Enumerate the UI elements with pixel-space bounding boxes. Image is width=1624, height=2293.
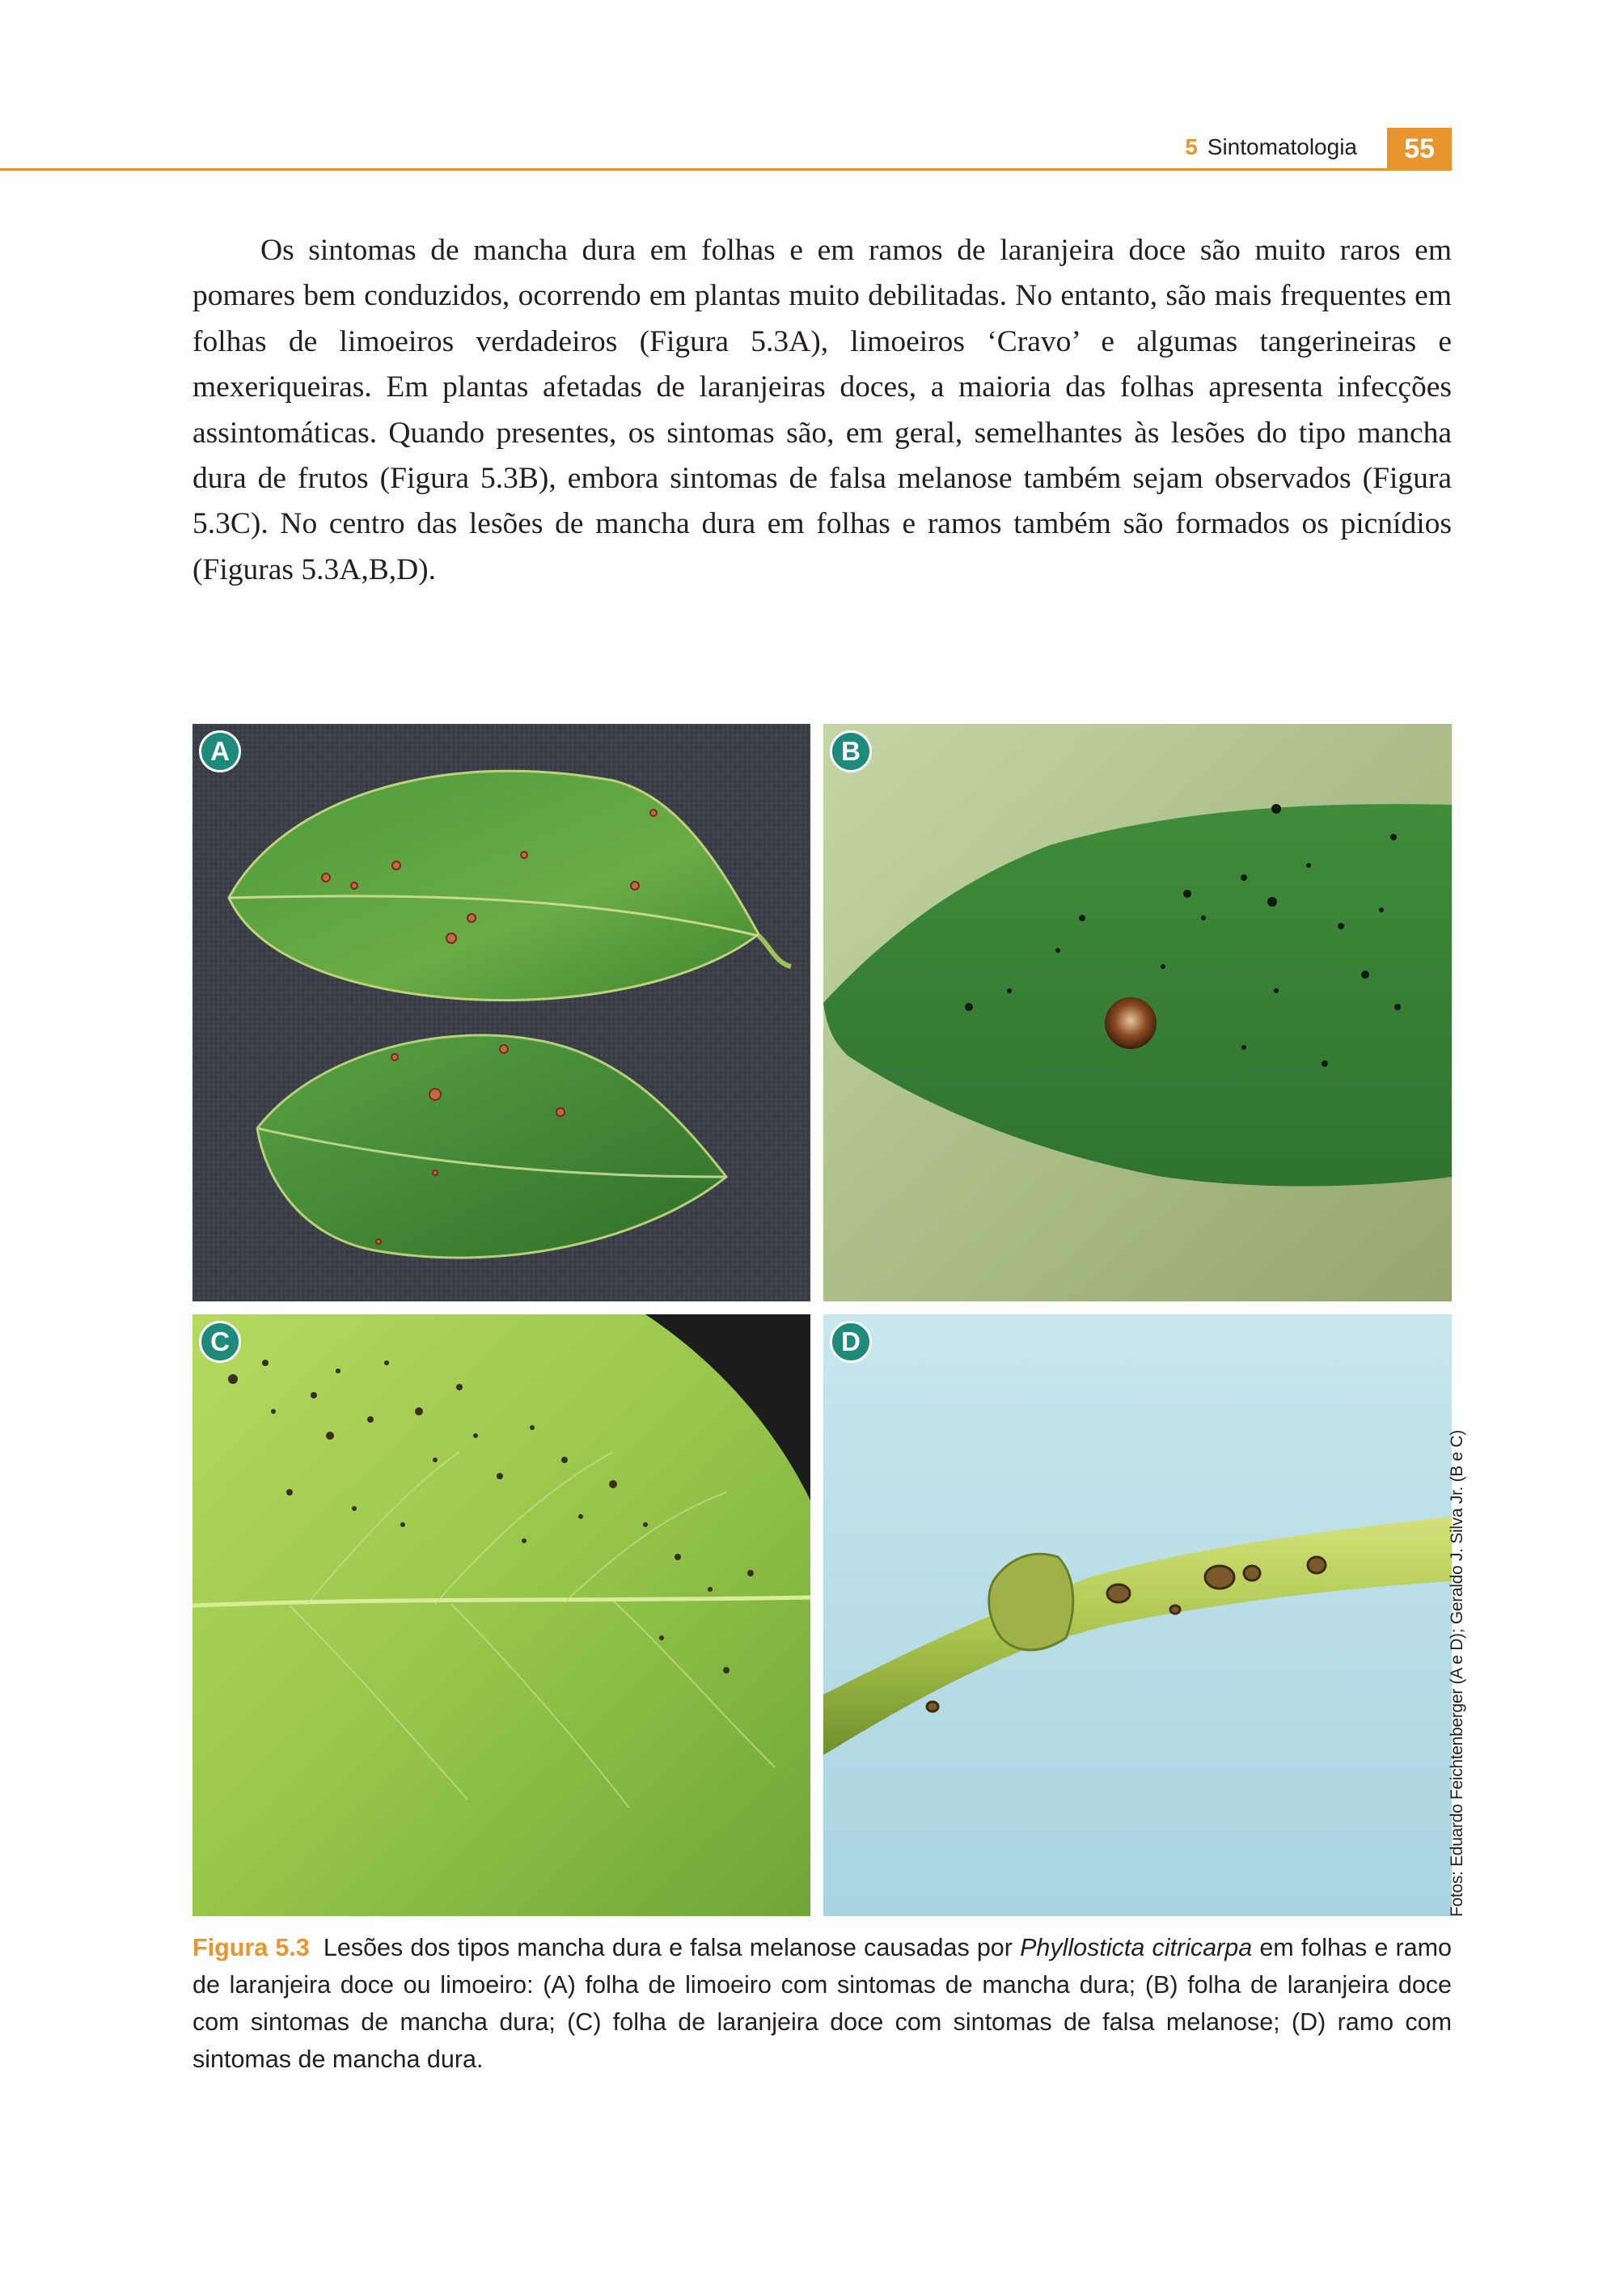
branch-illustration (823, 1314, 1452, 1916)
leaf-speckle-illustration (192, 1314, 810, 1916)
figure-5-3 (192, 724, 1452, 1916)
caption-text-after: em folhas e ramo de laranjeira doce ou limoeiro: (A) folha de limoeiro com sintomas de mancha dura; (B) folha de laranjeira doce com sintomas de mancha dura; (C) folha de laranjeira doce com sintomas de falsa melanose; (D) ramo com sintomas de mancha dura. (192, 1934, 1452, 2073)
page-number: 55 (1387, 128, 1452, 170)
panel-label-b: B (830, 730, 872, 772)
panel-a-photo (192, 724, 810, 1301)
caption-label: Figura 5.3 (192, 1934, 310, 1961)
body-text (192, 228, 1452, 593)
caption-text-before: Lesões dos tipos mancha dura e falsa melanose causadas por (323, 1934, 1013, 1961)
header-rule (0, 168, 1452, 171)
panel-label-c: C (199, 1321, 241, 1363)
caption-species: Phyllosticta citricarpa (1020, 1934, 1253, 1961)
chapter-number: 5 (1185, 134, 1198, 159)
running-header (1185, 134, 1357, 160)
panel-b-photo (823, 724, 1452, 1301)
chapter-title: Sintomatologia (1207, 134, 1357, 159)
panel-label-a: A (199, 730, 241, 772)
body-paragraph: Os sintomas de mancha dura em folhas e em ramos de laranjeira doce são muito raros em pomares bem conduzidos, ocorrendo em plantas muito debilitadas. No entanto, são mais frequentes em folhas de limoeiros verdadeiros (Figura 5.3A), limoeiros ‘Cravo’ e algumas tangerineiras e mexeriqueiras. Em plantas afetadas de laranjeiras doces, a maioria das folhas apresenta infecções assintomáticas. Quando presentes, os sintomas são, em geral, semelhantes às lesões do tipo mancha dura de frutos (Figura 5.3B), embora sintomas de falsa melanose também sejam observados (Figura 5.3C). No centro das lesões de mancha dura em folhas e ramos também são formados os picnídios (Figuras 5.3A,B,D). (192, 234, 1452, 586)
leaf-closeup-illustration (823, 724, 1452, 1301)
panel-c-photo (192, 1314, 810, 1916)
figure-caption (192, 1929, 1452, 2078)
panel-d-photo (823, 1314, 1452, 1916)
panel-label-d: D (830, 1321, 872, 1363)
photo-credit: Fotos: Eduardo Feichtenberger (A e D); Geraldo J. Silva Jr. (B e C) (1448, 1430, 1466, 1917)
leaves-illustration (192, 724, 810, 1301)
